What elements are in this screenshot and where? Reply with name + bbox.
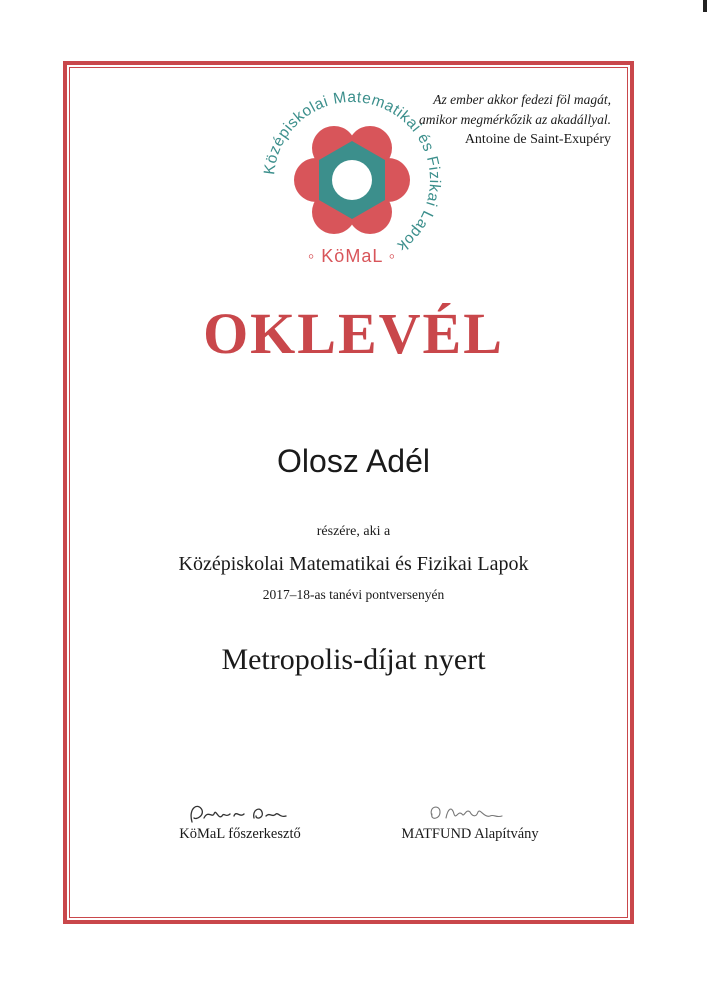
quote-author: Antoine de Saint-Exupéry	[464, 132, 611, 147]
logo-abbr: ◦ KöMaL ◦	[307, 246, 397, 266]
scan-corner-mark	[703, 0, 707, 12]
logo-center	[332, 160, 372, 200]
signature-scribble-right	[370, 796, 570, 828]
logo-ring-text: Középiskolai Matematikai és Fizikai Lapok	[261, 88, 444, 255]
recipient-name: Olosz Adél	[277, 443, 430, 479]
quote-line-1: Az ember akkor fedezi föl magát,	[433, 92, 611, 107]
certificate-title: OKLEVÉL	[203, 301, 504, 366]
competition-year: 2017–18-as tanévi pontversenyén	[262, 587, 445, 602]
award-text: Metropolis-díjat nyert	[221, 643, 486, 676]
signature-caption-right: MATFUND Alapítvány	[401, 826, 539, 842]
komal-logo	[258, 86, 446, 274]
journal-name: Középiskolai Matematikai és Fizikai Lapok	[178, 553, 529, 575]
signature-scribble-left	[140, 796, 340, 828]
for-text: részére, aki a	[316, 524, 391, 539]
signature-caption-left: KöMaL főszerkesztő	[179, 826, 301, 842]
quote-line-2: amikor megmérkőzik az akadállyal.	[419, 112, 611, 127]
signature-right	[370, 796, 570, 843]
signature-left	[140, 796, 340, 843]
